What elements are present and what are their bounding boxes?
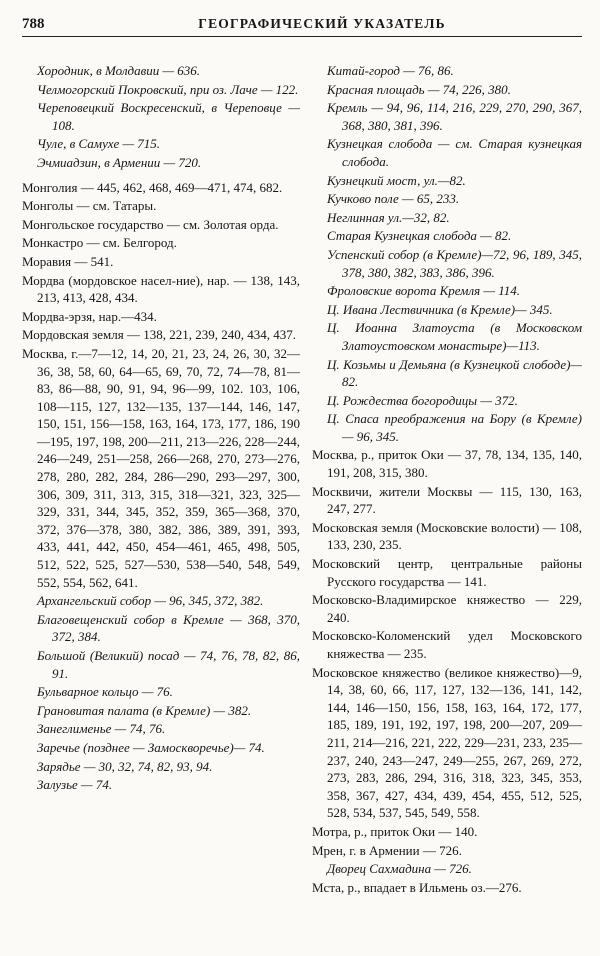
index-subentry: Чуле, в Самухе — 715.	[37, 136, 161, 152]
left-column	[22, 62, 300, 795]
index-subentry: Грановитая палата (в Кремле) — 382.	[37, 702, 252, 718]
index-entry: Монкастро — см. Белгород.	[22, 235, 177, 251]
index-subentry: Занеглименье — 74, 76.	[37, 721, 166, 737]
index-subentry: Ц. Рождества богородицы — 372.	[327, 392, 518, 408]
index-entry: Мста, р., впадает в Ильмень оз.—276.	[312, 879, 522, 895]
index-entry: Монгольское государство — см. Золотая орда.	[22, 216, 279, 232]
index-subentry: Ц. Ивана Лествичника (в Кремле)— 345.	[327, 301, 553, 317]
index-entry: Московская земля (Московские волости) — 108, 133, 230, 235.	[312, 519, 582, 553]
index-subentry: Ц. Спаса преображения на Бору (в Кремле) — 96, 345.	[327, 411, 582, 444]
index-subentry: Череповецкий Воскресенский, в Череповце —108.	[37, 100, 300, 133]
index-subentry: Кремль — 94, 96, 114, 216, 229, 270, 290, 367, 368, 380, 381, 396.	[327, 100, 582, 133]
index-subentry: Кузнецкий мост, ул.—82.	[327, 172, 466, 188]
index-subentry: Фроловские ворота Кремля — 114.	[327, 283, 521, 299]
index-subentry: Бульварное кольцо — 76.	[37, 684, 173, 700]
index-subentry: Дворец Сахмадина — 726.	[327, 861, 472, 877]
running-title: ГЕОГРАФИЧЕСКИЙ УКАЗАТЕЛЬ	[198, 16, 446, 31]
index-entry: Москвичи, жители Москвы — 115, 130, 163, 247, 277.	[312, 483, 582, 517]
index-subentry: Ц. Козьмы и Демьяна (в Кузнецкой слободе)—82.	[327, 356, 582, 390]
page-header	[22, 14, 582, 37]
index-subentry: Китай-город — 76, 86.	[327, 63, 454, 78]
index-subentry: Благовещенский собор в Кремле — 368, 370, 372, 384.	[37, 611, 300, 645]
index-subentry: Залузье — 74.	[37, 777, 113, 793]
index-entry: Мотра, р., приток Оки — 140.	[312, 823, 478, 839]
index-subentry: Успенский собор (в Кремле)—72, 96, 189, 345, 378, 380, 382, 383, 386, 396.	[327, 246, 582, 280]
index-subentry: Зарядье — 30, 32, 74, 82, 93, 94.	[37, 758, 213, 774]
index-subentry: Эчмиадзин, в Армении — 720.	[37, 154, 202, 170]
index-entry: Мордва-эрзя, нар.—434.	[22, 308, 157, 324]
index-subentry: Неглинная ул.—32, 82.	[327, 209, 450, 225]
index-entry: Мордовская земля — 138, 221, 239, 240, 434, 437.	[22, 327, 296, 343]
index-entry: Москва, г.—7—12, 14, 20, 21, 23, 24, 26, 30, 32—36, 38, 58, 60, 64—65, 69, 70, 72, 74—78, 81—83, 86—88, 90, 91, 94, 96—99, 102. 103, 106, 108—115, 127, 132—135, 137—144, 146, 147, 150, 151, 156—158, 163, 164, 173, 177, 186, 190—195, 197, 198, 200—211, 213—226, 228—244, 246—249, 251—258, 266—268, 270, 273—276, 278, 280, 282, 284, 286—290, 293—297, 300, 306, 309, 311, 313, 315, 318—321, 323, 325—329, 331, 344, 345, 352, 359, 365—368, 370, 372, 376—378, 380, 382, 386, 389, 391, 393, 433, 441, 442, 450, 454—461, 465, 498, 505, 512, 522, 525, 527—530, 538—540, 548, 549, 552, 554, 562, 641.	[22, 345, 300, 590]
index-entry: Московский центр, центральные районы Русского государства — 141.	[312, 556, 582, 589]
index-entry: Московско-Владимирское княжество — 229, 240.	[312, 592, 582, 625]
index-subentry: Красная площадь — 74, 226, 380.	[327, 81, 511, 97]
index-entry: Москва, р., приток Оки — 37, 78, 134, 135, 140, 191, 208, 315, 380.	[312, 447, 582, 481]
index-entry: Монголия — 445, 462, 468, 469—471, 474, 682.	[22, 179, 283, 195]
page-number: 788	[22, 16, 45, 32]
index-entry: Мордва (мордовское насел-ние), нар. — 138, 143, 213, 413, 428, 434.	[22, 272, 300, 306]
index-entry: Московское княжество (великое княжество)—9, 14, 38, 60, 66, 117, 127, 132—136, 141, 142, 144, 146—150, 156, 158, 163, 164, 172, 177, 185, 189, 191, 192, 197, 198, 200—207, 209—211, 214—216, 221, 222, 229—231, 233, 235—237, 240, 243—247, 249—255, 267, 269, 272, 273, 283, 286, 294, 316, 318, 323, 345, 353, 358, 367, 427, 434, 439, 454, 455, 512, 525, 528, 534, 537, 545, 549, 558.	[312, 664, 582, 821]
index-entry: Моравия — 541.	[22, 253, 114, 269]
index-entry: Мрен, г. в Армении — 726.	[312, 842, 462, 858]
index-entry: Монголы — см. Татары.	[22, 198, 157, 214]
index-entry: Московско-Коломенский удел Московского княжества — 235.	[312, 628, 582, 661]
index-subentry: Ц. Иоанна Златоуста (в Московском Златоустовском монастыре)—113.	[327, 320, 582, 353]
index-subentry: Заречье (позднее — Замоскворечье)— 74.	[37, 739, 265, 755]
index-subentry: Архангельский собор — 96, 345, 372, 382.	[37, 593, 264, 609]
right-column	[312, 62, 582, 897]
index-subentry: Кузнецкая слобода — см. Старая кузнецкая слобода.	[327, 136, 582, 169]
index-subentry: Старая Кузнецкая слобода — 82.	[327, 228, 512, 244]
index-subentry: Большой (Великий) посад — 74, 76, 78, 82, 86, 91.	[37, 648, 300, 681]
index-subentry: Хородник, в Молдавии — 636.	[37, 63, 201, 78]
index-subentry: Челмогорский Покровский, при оз. Лаче — 122.	[37, 81, 299, 97]
index-subentry: Кучково поле — 65, 233.	[327, 191, 460, 207]
